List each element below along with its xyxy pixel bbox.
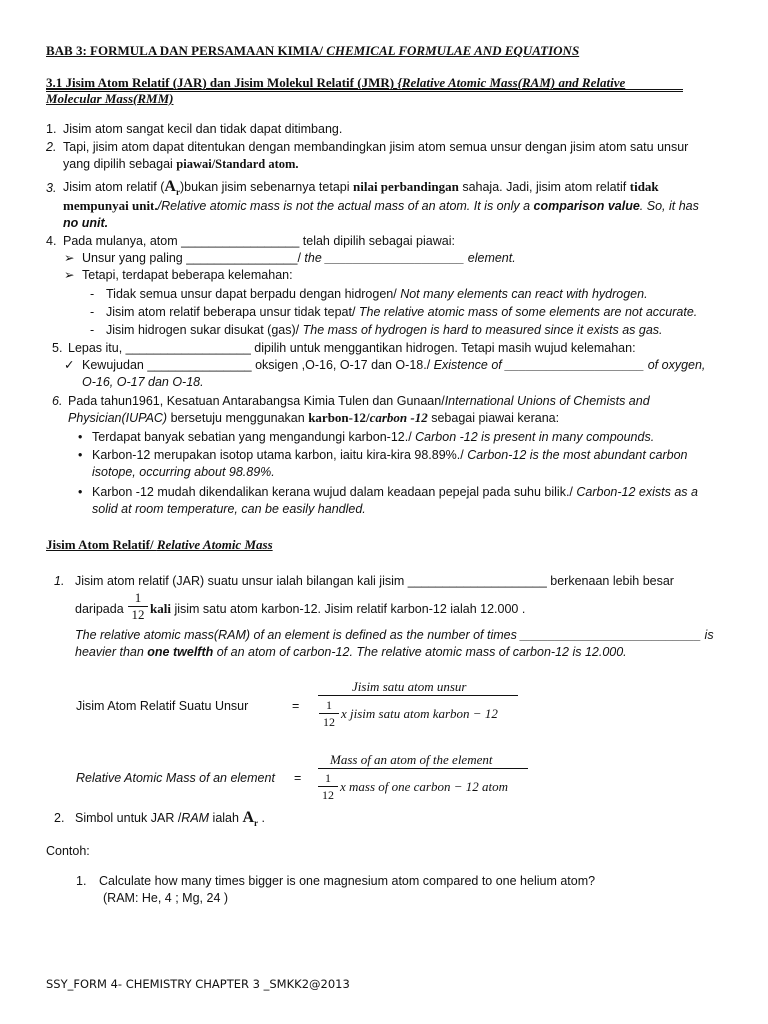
list-item-2-line2 xyxy=(63,156,299,172)
ar-symbol xyxy=(242,809,258,829)
list-item-6-line1 xyxy=(68,393,650,409)
list-item-3-en: /Relative atomic mass is not the actual mass of an atom. It is only a xyxy=(157,199,534,213)
chapter-title xyxy=(46,43,579,59)
equation-2-numerator: Mass of an atom of the element xyxy=(330,752,493,767)
reason-3-en: Carbon-12 exists as a xyxy=(576,485,698,499)
list-item-6-text-b: sebagai piawai kerana: xyxy=(427,411,560,425)
carbon-12-ms: karbon-12/ xyxy=(308,410,370,425)
weakness-1-ms: Tidak semua unsur dapat berpadu dengan hidrogen/ xyxy=(106,287,401,301)
no-unit-en: no unit. xyxy=(63,216,109,230)
list-item-6-en: International Unions of Chemists and xyxy=(444,394,650,408)
list-item-4-a2: Tetapi, terdapat beberapa kelemahan: xyxy=(82,268,293,282)
weakness-1-en: Not many elements can react with hydrogen. xyxy=(400,287,648,301)
list-num: 1. xyxy=(76,874,87,888)
jar-definition-line1: Jisim atom relatif (JAR) suatu unsur ialah bilangan kali jisim ____________________ berkenaan lebih besar xyxy=(75,574,674,588)
reason-2-ms: Karbon-12 merupakan isotop utama karbon, iaitu kira-kira 98.89%./ xyxy=(92,448,468,462)
list-num: 1. xyxy=(46,122,57,136)
list-num: 6. xyxy=(52,394,63,408)
fraction-one-twelfth xyxy=(128,590,148,623)
reason-1-ms: Terdapat banyak sebatian yang mengandungi karbon-12./ xyxy=(92,430,416,444)
list-item-4-a1 xyxy=(82,250,516,266)
list-num: 2. xyxy=(46,140,57,154)
symbol-text-b: ialah xyxy=(209,811,243,825)
ram-definition-line1: The relative atomic mass(RAM) of an element is defined as the number of times __________________________ is xyxy=(75,628,714,642)
dash-bullet: - xyxy=(90,305,95,319)
list-item-3-text-c: sahaja. Jadi, jisim atom relatif xyxy=(458,180,630,194)
weakness-2-en: The relative atomic mass of some elements are not accurate. xyxy=(358,305,698,319)
section-3-1-en-line2: Molecular Mass(RMM) xyxy=(46,91,174,106)
list-item-6-line2 xyxy=(68,410,559,426)
ar-symbol-letter: A xyxy=(242,809,254,826)
page-footer: SSY_FORM 4- CHEMISTRY CHAPTER 3 _SMKK2@2013 xyxy=(46,977,350,991)
standard-atom-term: piawai/Standard atom. xyxy=(176,157,299,171)
reason-1 xyxy=(92,429,654,445)
example-label: Contoh: xyxy=(46,844,90,858)
weakness-2 xyxy=(106,304,697,320)
arrow-bullet-icon: ➢ xyxy=(64,251,75,265)
dash-bullet: - xyxy=(90,323,95,337)
symbol-text-c: . xyxy=(258,811,265,825)
reason-3 xyxy=(92,484,698,500)
fraction-numerator: 1 xyxy=(319,697,339,714)
list-item-5-c1-en: Existence of ____________________ of oxygen, xyxy=(433,358,706,372)
iupac-en: Physician(IUPAC) xyxy=(68,411,168,425)
fraction-denominator: 12 xyxy=(323,715,335,729)
dash-bullet: - xyxy=(90,287,95,301)
ar-symbol-letter: A xyxy=(164,178,176,195)
list-item-2-line1: Tapi, jisim atom dapat ditentukan dengan membandingkan jisim atom semua unsur dengan jisim atom satu unsur xyxy=(63,140,689,154)
example-question: Calculate how many times bigger is one magnesium atom compared to one helium atom? xyxy=(99,874,596,888)
equation-2-one-twelfth xyxy=(318,770,338,803)
section-3-1-en: {Relative Atomic Mass(RAM) and Relative xyxy=(397,75,626,90)
comparison-value-ms: nilai perbandingan xyxy=(352,179,459,194)
weakness-3 xyxy=(106,322,663,338)
equation-1-one-twelfth xyxy=(319,697,339,730)
chapter-title-ms: BAB 3: FORMULA DAN PERSAMAAN KIMIA/ xyxy=(46,43,327,58)
dot-bullet-icon: • xyxy=(78,448,83,462)
list-item-5-c1 xyxy=(82,357,705,373)
ram-abbrev: RAM xyxy=(181,811,210,825)
section-3-1-ms: 3.1 Jisim Atom Relatif (JAR) dan Jisim Molekul Relatif (JMR) xyxy=(46,75,398,90)
equation-1-denominator: x jisim satu atom karbon − 12 xyxy=(341,706,498,721)
heading-rule xyxy=(46,89,683,92)
list-item-3-text-a: Jisim atom relatif ( xyxy=(63,180,165,194)
kali-bold: kali xyxy=(150,601,171,616)
ram-def-a: heavier than xyxy=(75,645,148,659)
symbol-text-a: Simbol untuk JAR / xyxy=(75,811,182,825)
reason-1-en: Carbon -12 is present in many compounds. xyxy=(415,430,655,444)
equation-2-fraction-bar xyxy=(318,768,528,769)
equation-1-fraction-bar xyxy=(318,695,518,696)
jar-definition-rest: jisim satu atom karbon-12. Jisim relatif karbon-12 ialah 12.000 . xyxy=(170,602,526,616)
weakness-3-en: The mass of hydrogen is hard to measured since it exists as gas. xyxy=(302,323,663,337)
ar-symbol xyxy=(164,178,180,198)
jar-definition-line2 xyxy=(150,601,525,617)
reason-2-en: Carbon-12 is the most abundant carbon xyxy=(467,448,688,462)
reason-2 xyxy=(92,447,687,463)
reason-2-line2: isotope, occurring about 98.89%. xyxy=(92,465,275,479)
list-item-3-text-b: )bukan jisim sebenarnya tetapi xyxy=(179,180,353,194)
dot-bullet-icon: • xyxy=(78,485,83,499)
list-item-6-ms: Pada tahun1961, Kesatuan Antarabangsa Kimia Tulen dan Gunaan/ xyxy=(68,394,445,408)
list-item-4-a1-text: Unsur yang paling ________________/ xyxy=(82,251,305,265)
fraction-denominator: 12 xyxy=(322,788,334,802)
equation-1-equals: = xyxy=(292,699,300,713)
reason-3-ms: Karbon -12 mudah dikendalikan kerana wujud dalam keadaan pepejal pada suhu bilik./ xyxy=(92,485,577,499)
weakness-3-ms: Jisim hidrogen sukar disukat (gas)/ xyxy=(106,323,303,337)
reason-3-line2: solid at room temperature, can be easily handled. xyxy=(92,502,366,516)
one-twelfth-en: one twelfth xyxy=(147,645,214,659)
section-jar-ms: Jisim Atom Relatif/ xyxy=(46,537,157,552)
ar-symbol-sub: r xyxy=(175,187,180,198)
list-num: 5. xyxy=(52,341,63,355)
equation-1-label: Jisim Atom Relatif Suatu Unsur xyxy=(76,699,249,713)
list-item-6-text: bersetuju menggunakan xyxy=(167,411,309,425)
list-item-3-en-b: . So, it has xyxy=(639,199,699,213)
example-ram-values: (RAM: He, 4 ; Mg, 24 ) xyxy=(103,891,229,905)
ar-symbol-sub: r xyxy=(254,818,258,829)
list-item-5-c1-ms: Kewujudan _______________ oksigen ,O-16, O-17 dan O-18./ xyxy=(82,358,434,372)
list-item-1: Jisim atom sangat kecil dan tidak dapat ditimbang. xyxy=(63,122,343,136)
list-item-2-text: yang dipilih sebagai xyxy=(63,157,177,171)
list-item-5-c1-line2: O-16, O-17 dan O-18. xyxy=(82,375,204,389)
equation-2-equals: = xyxy=(294,771,302,785)
ram-def-c: of an atom of carbon-12. The relative atomic mass of carbon-12 is 12.000. xyxy=(213,645,627,659)
fraction-denominator: 12 xyxy=(131,607,145,622)
section-heading-jar xyxy=(46,537,273,553)
chapter-title-en: CHEMICAL FORMULAE AND EQUATIONS xyxy=(326,43,580,58)
no-unit-ms: tidak xyxy=(629,179,659,194)
weakness-2-ms: Jisim atom relatif beberapa unsur tidak tepat/ xyxy=(106,305,359,319)
symbol-line xyxy=(75,808,265,833)
jar-definition-daripada: daripada xyxy=(75,602,124,616)
fraction-numerator: 1 xyxy=(318,770,338,787)
no-unit-ms-2: mempunyai unit. xyxy=(63,198,158,213)
check-bullet-icon: ✓ xyxy=(64,358,75,372)
carbon-12-en: carbon -12 xyxy=(369,410,428,425)
comparison-value-en: comparison value xyxy=(533,199,640,213)
equation-2-denominator: x mass of one carbon − 12 atom xyxy=(340,779,509,794)
ram-definition-line2 xyxy=(75,644,627,660)
arrow-bullet-icon: ➢ xyxy=(64,268,75,282)
weakness-1 xyxy=(106,286,648,302)
list-num: 4. xyxy=(46,234,57,248)
list-item-5: Lepas itu, __________________ dipilih untuk menggantikan hidrogen. Tetapi masih wujud kelemahan: xyxy=(68,341,636,355)
equation-1-numerator: Jisim satu atom unsur xyxy=(352,679,467,694)
dot-bullet-icon: • xyxy=(78,430,83,444)
section-jar-en: Relative Atomic Mass xyxy=(156,537,273,552)
list-num: 3. xyxy=(46,181,57,195)
fraction-numerator: 1 xyxy=(128,590,148,607)
list-item-4-a1-en: the ____________________ element. xyxy=(304,251,516,265)
list-num: 1. xyxy=(54,574,65,588)
list-num: 2. xyxy=(54,811,65,825)
list-item-3-line2 xyxy=(63,198,699,214)
list-item-4: Pada mulanya, atom _________________ telah dipilih sebagai piawai: xyxy=(63,234,455,248)
equation-2-label: Relative Atomic Mass of an element xyxy=(76,771,275,785)
